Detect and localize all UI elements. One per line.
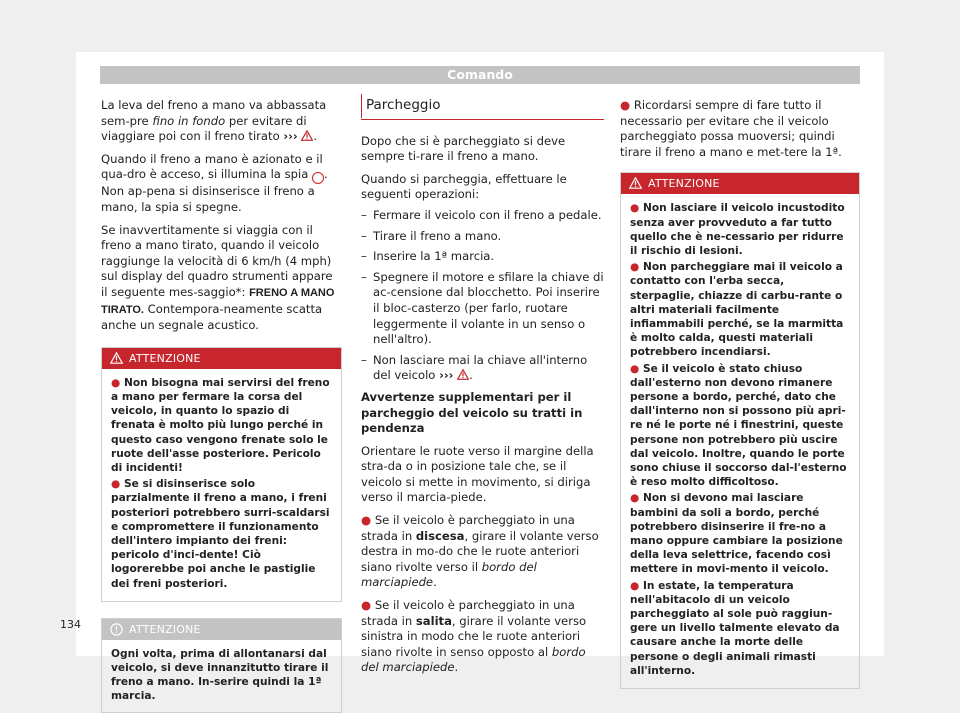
- subheading: Avvertenze supplementari per il parcheggio del veicolo su tratti in pendenza: [361, 389, 583, 436]
- list-item: ● Ricordarsi sempre di fare tutto il necessario per evitare che il veicolo parcheggiato possa muoversi; quindi tirare il freno a mano e met-tere la 1ª.: [620, 98, 842, 159]
- paragraph: Quando il freno a mano è azionato e il qua-dro è acceso, si illumina la spia . Non ap-pena si disinserisce il freno a mano, la spia si spegne.: [101, 151, 328, 214]
- section-title: Parcheggio: [361, 98, 604, 120]
- list-item: – Non lasciare mai la chiave all'interno del veicolo ››› .: [361, 352, 588, 383]
- parking-brake-warning-light-icon: [312, 172, 324, 184]
- warning-triangle-icon: [457, 369, 469, 380]
- notice-title: ATTENZIONE: [129, 622, 201, 636]
- paragraph: Quando si parcheggia, effettuare le seguenti operazioni:: [361, 171, 567, 202]
- warning-body: [621, 194, 859, 688]
- warning-box: [620, 172, 860, 689]
- notice-text: Ogni volta, prima di allontanarsi dal veicolo, si deve innanzitutto tirare il freno a mano. In-serire quindi la 1ª marcia.: [111, 647, 329, 703]
- list-item: – Inserire la 1ª marcia.: [361, 249, 495, 264]
- column-1: [101, 98, 342, 713]
- info-circle-icon: [110, 623, 123, 636]
- list-item: – Spegnere il motore e sfilare la chiave di ac-censione dal blocchetto. Poi inserire il bloc-casterzo (per farlo, ruotare leggermente il volante in un senso o nell'altro).: [361, 269, 604, 347]
- warning-title: ATTENZIONE: [129, 351, 201, 365]
- paragraph: Dopo che si è parcheggiato si deve sempre ti-rare il freno a mano.: [361, 133, 566, 164]
- list-item: ● Se il veicolo è parcheggiato in una strada in salita, girare il volante verso sinistra in modo che le ruote anteriori siano rivolte in senso opposto al bordo del marciapiede.: [361, 598, 587, 675]
- warning-triangle-icon: [301, 130, 313, 141]
- warning-title: ATTENZIONE: [648, 177, 720, 191]
- list-item: ● Se il veicolo è parcheggiato in una strada in discesa, girare il volante verso destra in mo-do che le ruote anteriori siano rivolte verso il bordo del marciapiede.: [361, 513, 599, 590]
- display-message: FRENO A MANO TIRATO.: [101, 286, 335, 316]
- list-item: ● In estate, la temperatura nell'abitacolo di un veicolo parcheggiato al sole può raggiun-gere un livello talmente elevato da causare anche la morte delle persone o degli animali rimasti all'interno.: [630, 579, 840, 677]
- warning-triangle-icon: [629, 177, 642, 189]
- paragraph: La leva del freno a mano va abbassata sem-pre fino in fondo per evitare di viaggiare poi con il freno tirato ››› .: [101, 98, 327, 144]
- list-item: ● Non parcheggiare mai il veicolo a contatto con l'erba secca, sterpaglie, chiazze di carbu-rante o altri materiali facilmente infiammabili perché, se la marmitta è molto calda, questi materiali potrebbero incendiarsi.: [630, 261, 844, 359]
- list-item: ● Non si devono mai lasciare bambini da soli a bordo, perché potrebbero disinserire il fre-no a mano oppure cambiare la posizione della leva selettrice, facendo così mettere in movi-mento il veicolo.: [630, 492, 843, 576]
- warning-box-header: [621, 173, 859, 194]
- list-item: – Fermare il veicolo con il freno a pedale.: [361, 207, 602, 222]
- list-item: ● Non bisogna mai servirsi del freno a mano per fermare la corsa del veicolo, in quanto lo spazio di frenata è molto più lungo perché in questo caso vengono frenate solo le ruote dell'asse posteriore. Pericolo di incidenti!: [111, 376, 330, 474]
- warning-triangle-icon: [110, 352, 123, 364]
- warning-box-header: [102, 348, 341, 369]
- list-item: – Tirare il freno a mano.: [361, 228, 502, 243]
- list-item: ● Se il veicolo è stato chiuso dall'esterno non devono rimanere persone a bordo, perché, dato che dall'interno non si possono più apri-re né le porte né i finestrini, queste persone non potrebbero più uscire dal veicolo. Inoltre, quando le porte sono chiuse il soccorso dal-l'esterno è reso molto difficoltoso.: [630, 362, 847, 489]
- column-2: [361, 98, 604, 683]
- notice-box-header: [102, 619, 341, 640]
- page-header: Comando: [100, 66, 860, 84]
- warning-body: [102, 369, 341, 601]
- notice-box: [101, 618, 342, 713]
- notice-body: [102, 640, 341, 712]
- list-item: ● Non lasciare il veicolo incustodito senza aver provveduto a far tutto quello che è ne-cessario per ridurre il rischio di lesioni.: [630, 202, 845, 257]
- paragraph: Orientare le ruote verso il margine della stra-da o in posizione tale che, se il veicolo si mette in movimento, si diriga verso il marcia-piede.: [361, 443, 594, 505]
- paragraph: Se inavvertitamente si viaggia con il freno a mano tirato, quando il veicolo raggiunge la velocità di 6 km/h (4 mph) sul display del quadro strumenti appare il seguente mes-saggio*: FRENO A MANO TIRATO. Contempora-neamente scatta anche un segnale acustico.: [101, 222, 335, 333]
- column-3: [620, 98, 860, 689]
- page-number: 134: [60, 618, 81, 631]
- list-item: ● Se si disinserisce solo parzialmente il freno a mano, i freni posteriori potrebbero surri-scaldarsi e compromettere il funzionamento dell'intero impianto dei freni: pericolo d'inci-dente! Ciò logorerebbe poi anche le pastiglie dei freni posteriori.: [111, 478, 330, 590]
- warning-box: [101, 347, 342, 602]
